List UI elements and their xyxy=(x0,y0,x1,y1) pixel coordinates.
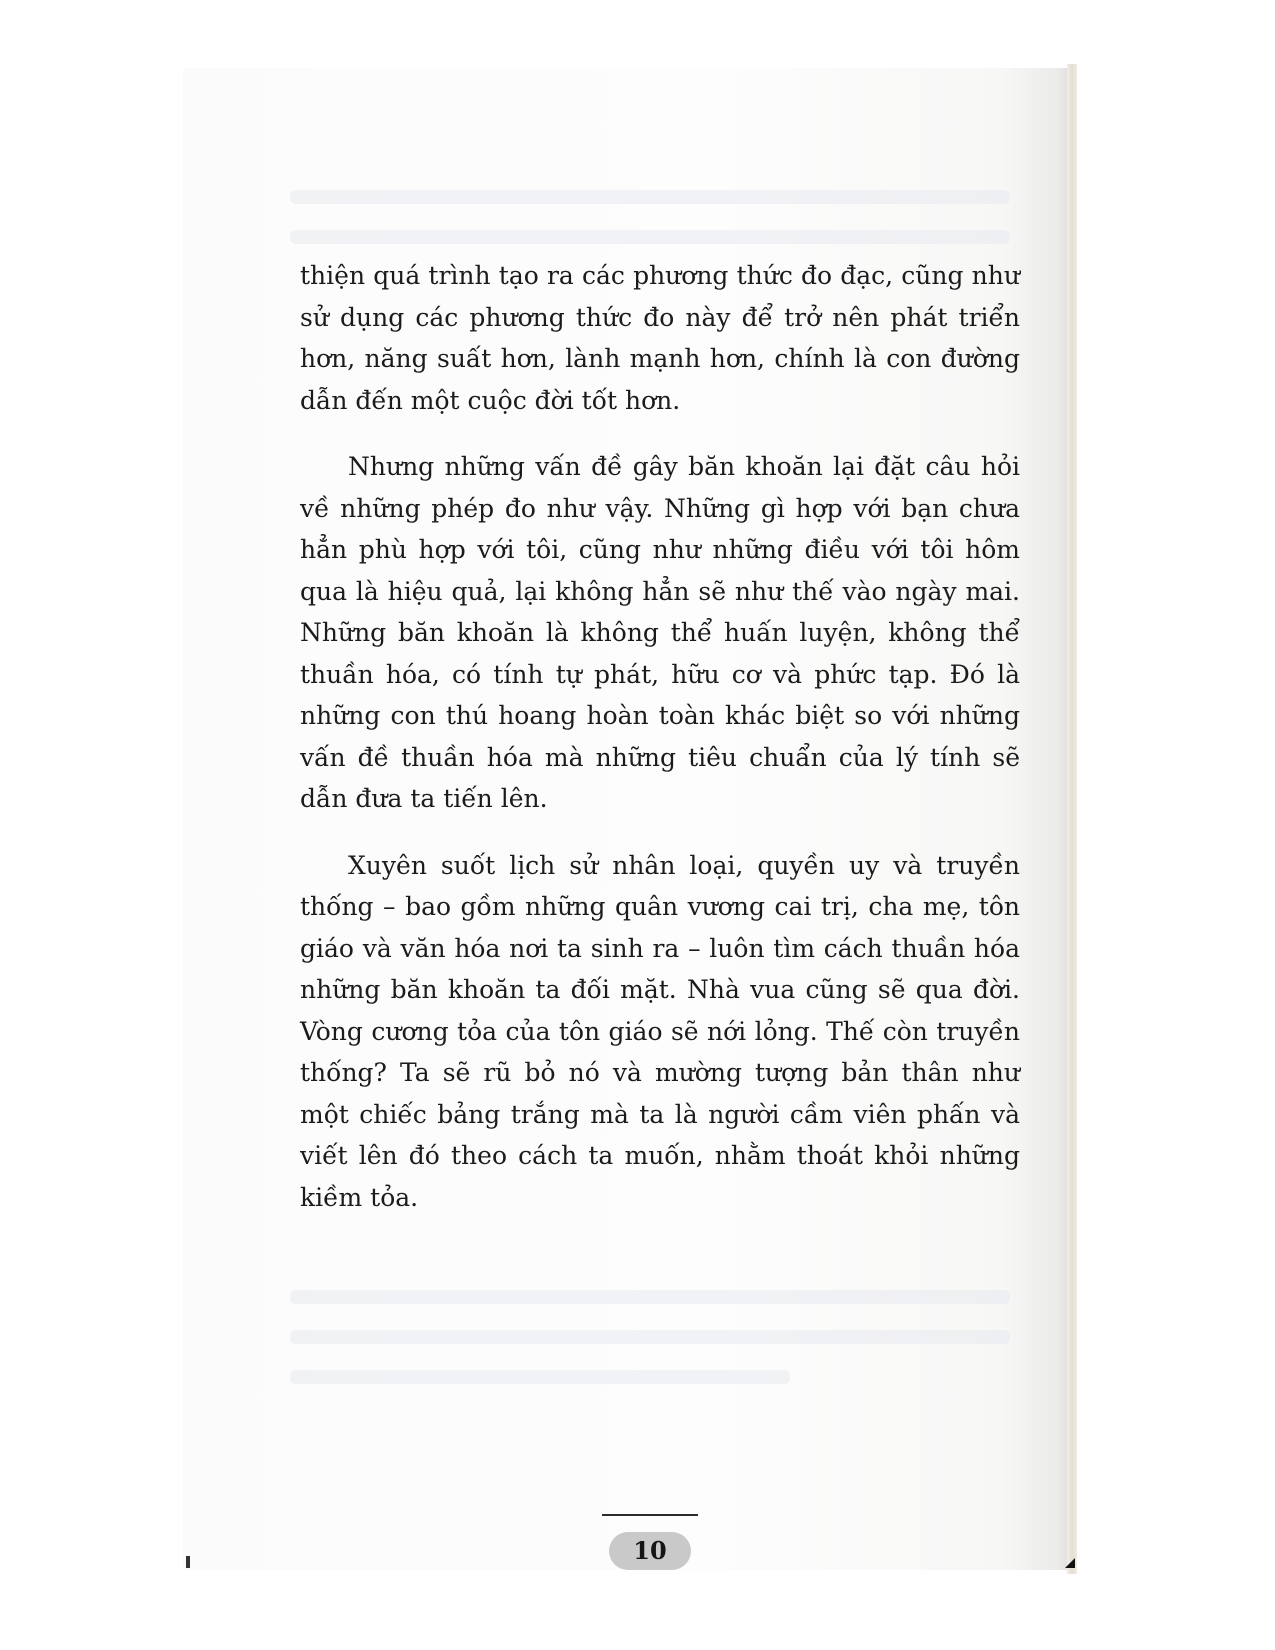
paragraph: Nhưng những vấn đề gây băn khoăn lại đặt câu hỏi về những phép đo như vậy. Những gì hợp với bạn chưa hẳn phù hợp với tôi, cũng như những điều với tôi hôm qua là hiệu quả, lại không hẳn sẽ như thế vào ngày mai. Những băn khoăn là không thể huấn luyện, không thể thuần hóa, có tính tự phát, hữu cơ và phức tạp. Đó là những con thú hoang hoàn toàn khác biệt so với những vấn đề thuần hóa mà những tiêu chuẩn của lý tính sẽ dẫn đưa ta tiến lên. xyxy=(300,452,1020,813)
body-text xyxy=(300,255,1020,1243)
bleed-through-line xyxy=(290,1330,1010,1344)
page-number: 10 xyxy=(609,1532,691,1570)
crop-mark xyxy=(1065,1558,1075,1568)
folio-rule xyxy=(602,1514,698,1516)
bleed-through-line xyxy=(290,1290,1010,1304)
paragraph: Xuyên suốt lịch sử nhân loại, quyền uy và truyền thống – bao gồm những quân vương cai trị, cha mẹ, tôn giáo và văn hóa nơi ta sinh ra – luôn tìm cách thuần hóa những băn khoăn ta đối mặt. Nhà vua cũng sẽ qua đời. Vòng cương tỏa của tôn giáo sẽ nới lỏng. Thế còn truyền thống? Ta sẽ rũ bỏ nó và mường tượng bản thân như một chiếc bảng trắng mà ta là người cầm viên phấn và viết lên đó theo cách ta muốn, nhằm thoát khỏi những kiềm tỏa. xyxy=(300,850,1020,1212)
bleed-through-line xyxy=(290,190,1010,204)
crop-mark xyxy=(186,1556,190,1568)
bleed-through-line xyxy=(290,1370,790,1384)
paragraph: thiện quá trình tạo ra các phương thức đo đạc, cũng như sử dụng các phương thức đo này để trở nên phát triển hơn, năng suất hơn, lành mạnh hơn, chính là con đường dẫn đến một cuộc đời tốt hơn. xyxy=(300,261,1020,415)
bleed-through-line xyxy=(290,230,1010,244)
page-edge xyxy=(1067,64,1077,1574)
